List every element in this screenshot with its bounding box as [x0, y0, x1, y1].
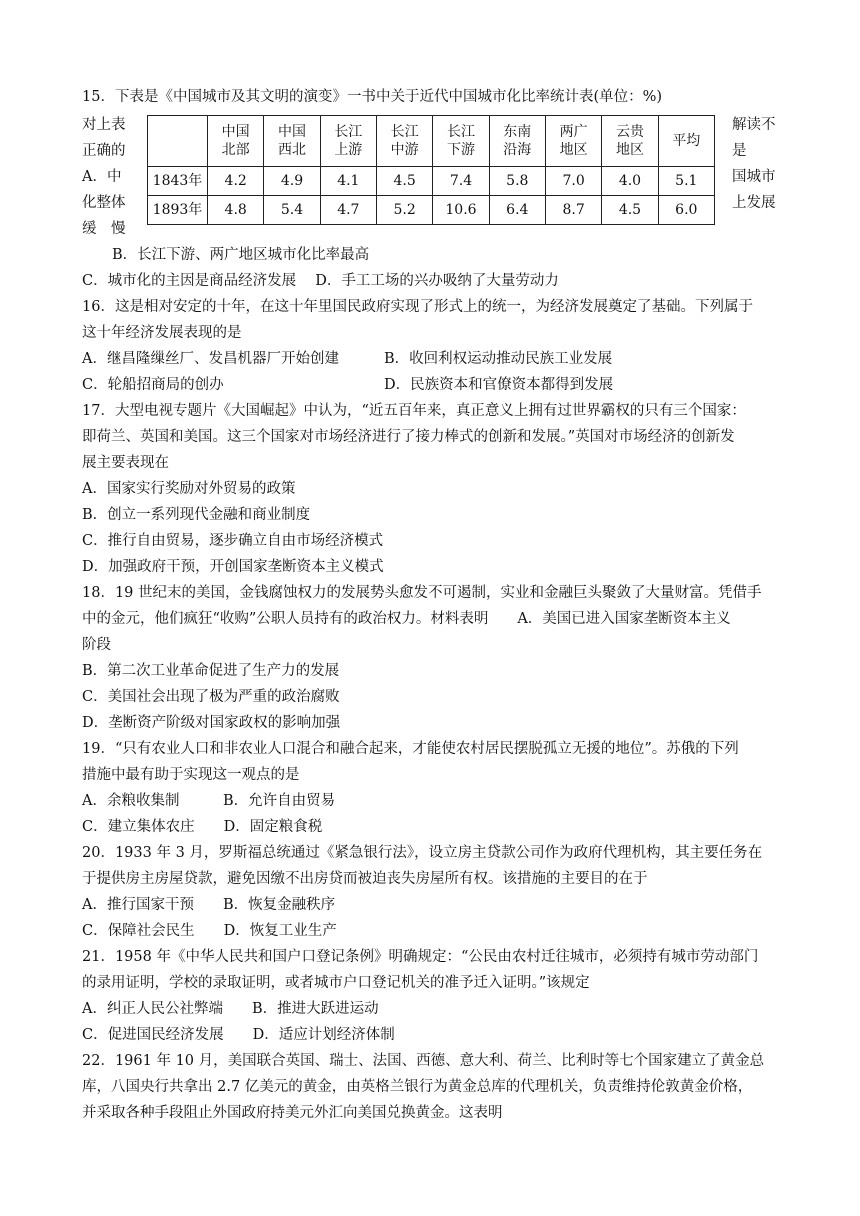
table-header-cell: 长江 中游 [376, 116, 432, 167]
q18-option-c: C．美国社会出现了极为严重的政治腐败 [82, 689, 340, 705]
q16-stem-line-1: 16．这是相对安定的十年，在这十年里国民政府实现了形式上的统一，为经济发展奠定了基础。下列属于 [82, 299, 753, 315]
table-row [148, 196, 715, 225]
table-header-cell: 平均 [658, 116, 714, 167]
table-cell: 4.9 [264, 167, 320, 196]
table-cell: 10.6 [433, 196, 489, 225]
table-header-cell: 长江 下游 [433, 116, 489, 167]
q17-stem-line-1: 17．大型电视专题片《大国崛起》中认为，“近五百年来，真正意义上拥有过世界霸权的只有三个国家： [82, 403, 746, 419]
q15-left-line-2 [82, 141, 126, 161]
q18-option-b: B．第二次工业革命促进了生产力的发展 [82, 663, 340, 679]
q15-left-line-1: 对上表 [82, 117, 126, 133]
q20-stem-line-1: 20．1933 年 3 月，罗斯福总统通过《紧急银行法》，设立房主贷款公司作为政府代理机构，其主要任务在 [82, 845, 763, 861]
q18-option-d: D．垄断资产阶级对国家政权的影响加强 [82, 715, 341, 731]
q17-option-b: B．创立一系列现代金融和商业制度 [82, 507, 311, 523]
table-cell: 5.4 [264, 196, 320, 225]
q15-left-line-4: 化整体 [82, 195, 126, 211]
q21-options-cd: C．促进国民经济发展 D．适应计划经济体制 [82, 1027, 395, 1043]
table-cell: 4.5 [602, 196, 658, 225]
q18-stem-line-3: 阶段 [82, 637, 111, 653]
table-cell: 7.4 [433, 167, 489, 196]
q15-right-line-4: 上发展 [732, 195, 776, 211]
q20-stem-line-2: 于提供房主房屋贷款，避免因缴不出房贷而被迫丧失房屋所有权。该措施的主要目的在于 [82, 871, 648, 887]
q16-option-b: B．收回利权运动推动民族工业发展 [384, 351, 613, 367]
urbanization-table [147, 115, 715, 225]
table-header-cell: 东南 沿海 [489, 116, 545, 167]
table-cell: 4.0 [602, 167, 658, 196]
table-header-cell [148, 116, 208, 167]
q18-stem-line-2: 中的金元，他们疯狂“收购”公职人员持有的政治权力。材料表明 A．美国已进入国家垄断资本主义 [82, 611, 731, 627]
q21-stem-line-1: 21．1958 年《中华人民共和国户口登记条例》明确规定：“公民由农村迁往城市，必须持有城市劳动部门 [82, 949, 759, 965]
table-row [148, 167, 715, 196]
q20-options-cd: C．保障社会民生 D．恢复工业生产 [82, 923, 337, 939]
q17-option-a: A．国家实行奖励对外贸易的政策 [82, 481, 296, 497]
table-header-cell: 中国 北部 [208, 116, 264, 167]
q15-right-line-2: 是 [732, 143, 747, 159]
q17-stem-line-2: 即荷兰、英国和美国。这三个国家对市场经济进行了接力棒式的创新和发展。”英国对市场经济的创新发 [82, 429, 735, 445]
q15-right-line-3: 国城市 [732, 169, 776, 185]
q16-option-d: D．民族资本和官僚资本都得到发展 [384, 377, 614, 393]
q18-stem-line-1: 18．19 世纪末的美国，金钱腐蚀权力的发展势头愈发不可遏制，实业和金融巨头聚敛了大量财富。凭借手 [82, 585, 762, 601]
q22-stem-line-3: 并采取各种手段阻止外国政府持美元外汇向美国兑换黄金。这表明 [82, 1105, 503, 1121]
table-header-row [148, 116, 715, 167]
table-cell: 4.1 [320, 167, 376, 196]
q16-option-a: A．继昌隆缫丝厂、发昌机器厂开始创建 [82, 351, 339, 367]
table-header-cell: 云贵 地区 [602, 116, 658, 167]
q19-stem-line-1: 19．“只有农业人口和非农业人口混合和融合起来，才能使农村居民摆脱孤立无援的地位”。苏俄的下列 [82, 741, 739, 757]
q16-stem-line-2: 这十年经济发展表现的是 [82, 325, 242, 341]
table-cell: 4.7 [320, 196, 376, 225]
q15-option-b: B．长江下游、两广地区城市化比率最高 [112, 247, 370, 263]
q15-stem: 15．下表是《中国城市及其文明的演变》一书中关于近代中国城市化比率统计表(单位：%) [82, 89, 663, 105]
q17-option-c: C．推行自由贸易，逐步确立自由市场经济模式 [82, 533, 384, 549]
table-row-year: 1893年 [148, 196, 208, 225]
q17-option-d: D．加强政府干预，开创国家垄断资本主义模式 [82, 559, 384, 575]
table-header-cell: 两广 地区 [545, 116, 601, 167]
q22-stem-line-2: 库，八国央行共拿出 2.7 亿美元的黄金，由英格兰银行为黄金总库的代理机关，负责维持伦敦黄金价格， [82, 1079, 753, 1095]
q19-options-ab: A．余粮收集制 B．允许自由贸易 [82, 793, 336, 809]
table-header-cell: 长江 上游 [320, 116, 376, 167]
table-cell: 4.5 [376, 167, 432, 196]
table-cell: 8.7 [545, 196, 601, 225]
table-header-cell: 中国 西北 [264, 116, 320, 167]
q22-stem-line-1: 22．1961 年 10 月，美国联合英国、瑞士、法国、西德、意大利、荷兰、比利时等七个国家建立了黄金总 [82, 1053, 765, 1069]
table-cell: 4.8 [208, 196, 264, 225]
q15-right-line-1: 解读不 [732, 117, 776, 133]
q15-left-line-3: A．中 [82, 169, 122, 185]
q21-stem-line-2: 的录用证明，学校的录取证明，或者城市户口登记机关的准予迁入证明。”该规定 [82, 975, 590, 991]
q17-stem-line-3: 展主要表现在 [82, 455, 169, 471]
table-cell: 5.8 [489, 167, 545, 196]
table-cell: 6.0 [658, 196, 714, 225]
q15-left-line-2-text: 正确的 [82, 143, 126, 159]
table-cell: 5.1 [658, 167, 714, 196]
q15-options-cd: C．城市化的主因是商品经济发展 D．手工工场的兴办吸纳了大量劳动力 [82, 273, 559, 289]
q21-options-ab: A．纠正人民公社弊端 B．推进大跃进运动 [82, 1001, 379, 1017]
table-cell: 7.0 [545, 167, 601, 196]
table-row-year: 1843年 [148, 167, 208, 196]
table-cell: 5.2 [376, 196, 432, 225]
q19-stem-line-2: 措施中最有助于实现这一观点的是 [82, 767, 300, 783]
q19-options-cd: C．建立集体农庄 D．固定粮食税 [82, 819, 323, 835]
q20-options-ab: A．推行国家干预 B．恢复金融秩序 [82, 897, 336, 913]
table-cell: 6.4 [489, 196, 545, 225]
q15-left-line-5: 缓 慢 [82, 221, 126, 237]
table-cell: 4.2 [208, 167, 264, 196]
q16-option-c: C．轮船招商局的创办 [82, 377, 224, 393]
